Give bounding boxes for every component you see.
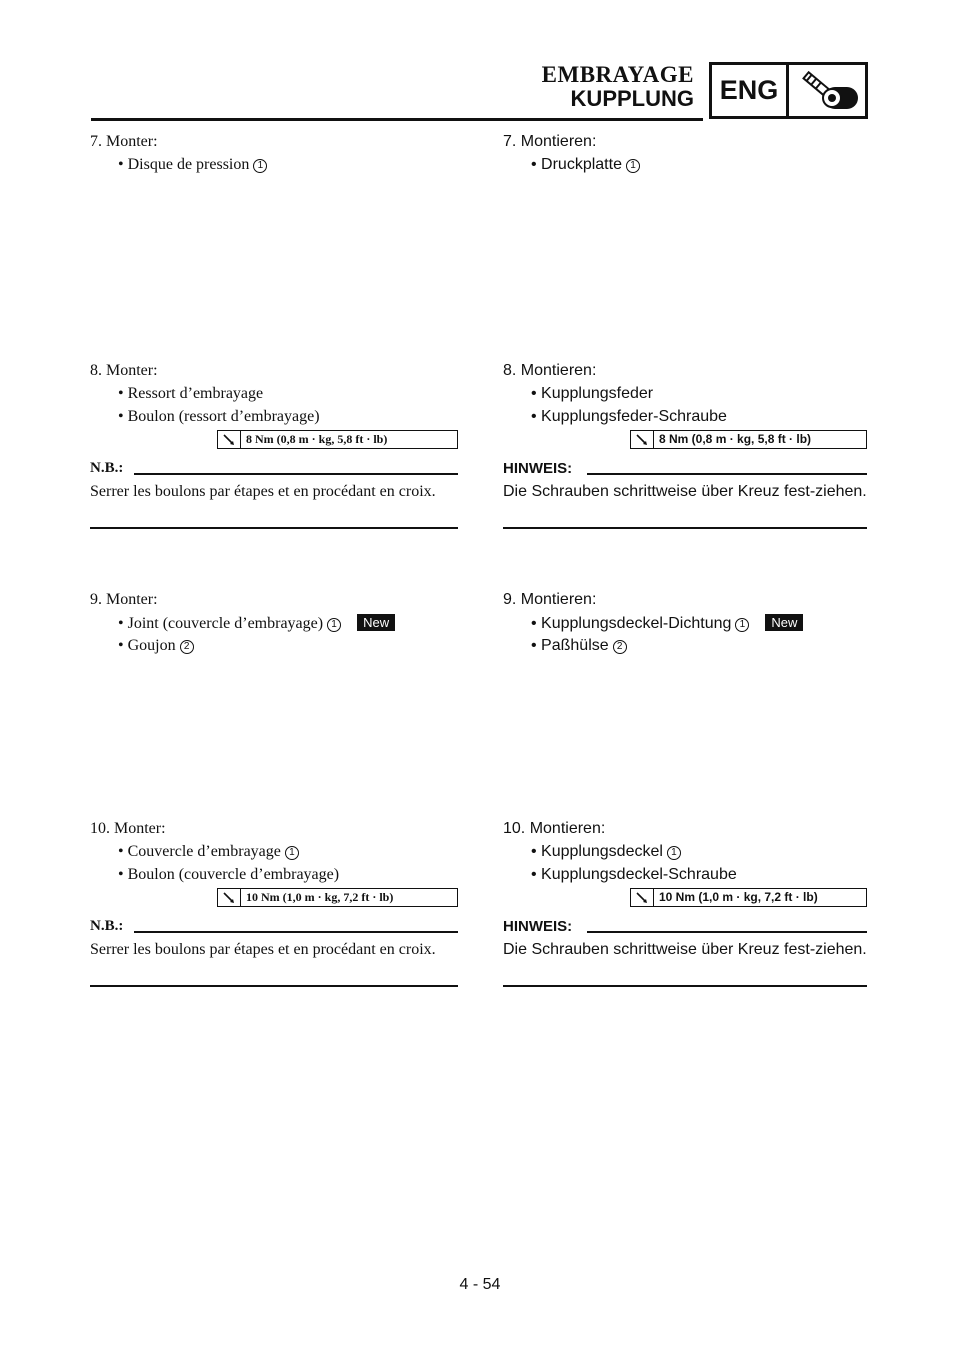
fr-step-8-item-2: • Boulon (ressort d’embrayage) [118, 408, 320, 425]
fr-note-2-rule [134, 931, 458, 933]
de-note-2-end-rule [503, 985, 867, 987]
fr-step-10-item-1: • Couvercle d’embrayage 1 [118, 843, 299, 861]
ref-marker: 2 [180, 640, 194, 654]
de-note-2-heading: HINWEIS: [503, 918, 573, 935]
section-title-fr: EMBRAYAGE [541, 62, 694, 87]
de-note-1-rule [587, 473, 867, 475]
fr-note-1-end-rule [90, 527, 458, 529]
fr-note-2-heading: N.B.: [90, 918, 124, 934]
fr-note-2-end-rule [90, 985, 458, 987]
eng-badge: ENG [709, 62, 789, 119]
fr-note-1-heading: N.B.: [90, 460, 124, 476]
torque-wrench-icon [218, 431, 241, 448]
ref-marker: 1 [327, 618, 341, 632]
de-note-1-end-rule [503, 527, 867, 529]
fr-step-9-item-1: • Joint (couvercle d’embrayage) 1 New [118, 614, 395, 633]
fr-step-7-item-1: • Disque de pression 1 [118, 156, 267, 174]
fr-step-10: 10. Monter: [90, 820, 166, 837]
fr-note-1-text: Serrer les boulons par étapes et en procédant en croix. [90, 483, 436, 500]
ref-marker: 1 [626, 159, 640, 173]
de-step-10: 10. Montieren: [503, 820, 606, 837]
de-step-10-item-2: • Kupplungsdeckel-Schraube [531, 866, 737, 883]
fr-step-8-item-1: • Ressort d’embrayage [118, 385, 264, 402]
fr-step-9: 9. Monter: [90, 591, 158, 608]
de-step-8-item-1: • Kupplungsfeder [531, 385, 654, 402]
de-note-2-rule [587, 931, 867, 933]
fr-step-7: 7. Monter: [90, 133, 158, 150]
torque-wrench-icon [631, 889, 654, 906]
de-step-8-item-2: • Kupplungsfeder-Schraube [531, 408, 727, 425]
ref-marker: 1 [735, 618, 749, 632]
header-rule [91, 118, 703, 121]
de-step-9-item-1: • Kupplungsdeckel-Dichtung 1 New [531, 614, 803, 633]
fr-torque-spec-8: 8 Nm (0,8 m · kg, 5,8 ft · lb) [217, 430, 458, 449]
de-note-2-text: Die Schrauben schrittweise über Kreuz fest-ziehen. [503, 941, 867, 958]
de-step-8: 8. Montieren: [503, 362, 597, 379]
de-note-1-text: Die Schrauben schrittweise über Kreuz fest-ziehen. [503, 483, 867, 500]
wrench-engine-icon [786, 62, 868, 119]
fr-step-8: 8. Monter: [90, 362, 158, 379]
fr-note-2-text: Serrer les boulons par étapes et en procédant en croix. [90, 941, 436, 958]
de-step-7-item-1: • Druckplatte 1 [531, 156, 640, 174]
ref-marker: 1 [285, 846, 299, 860]
de-step-10-item-1: • Kupplungsdeckel 1 [531, 843, 681, 861]
new-part-badge: New [765, 614, 803, 631]
ref-marker: 1 [253, 159, 267, 173]
ref-marker: 1 [667, 846, 681, 860]
torque-wrench-icon [631, 431, 654, 448]
fr-step-10-item-2: • Boulon (couvercle d’embrayage) [118, 866, 340, 883]
fr-step-9-item-2: • Goujon 2 [118, 637, 194, 655]
page-number: 4 - 54 [459, 1276, 501, 1293]
fr-note-1-rule [134, 473, 458, 475]
de-step-7: 7. Montieren: [503, 133, 597, 150]
de-note-1-heading: HINWEIS: [503, 460, 573, 477]
de-step-9: 9. Montieren: [503, 591, 597, 608]
torque-wrench-icon [218, 889, 241, 906]
fr-torque-spec-10: 10 Nm (1,0 m · kg, 7,2 ft · lb) [217, 888, 458, 907]
de-torque-spec-8: 8 Nm (0,8 m · kg, 5,8 ft · lb) [630, 430, 867, 449]
section-title-de: KUPPLUNG [570, 86, 694, 111]
ref-marker: 2 [613, 640, 627, 654]
de-torque-spec-10: 10 Nm (1,0 m · kg, 7,2 ft · lb) [630, 888, 867, 907]
de-step-9-item-2: • Paßhülse 2 [531, 637, 627, 655]
new-part-badge: New [357, 614, 395, 631]
